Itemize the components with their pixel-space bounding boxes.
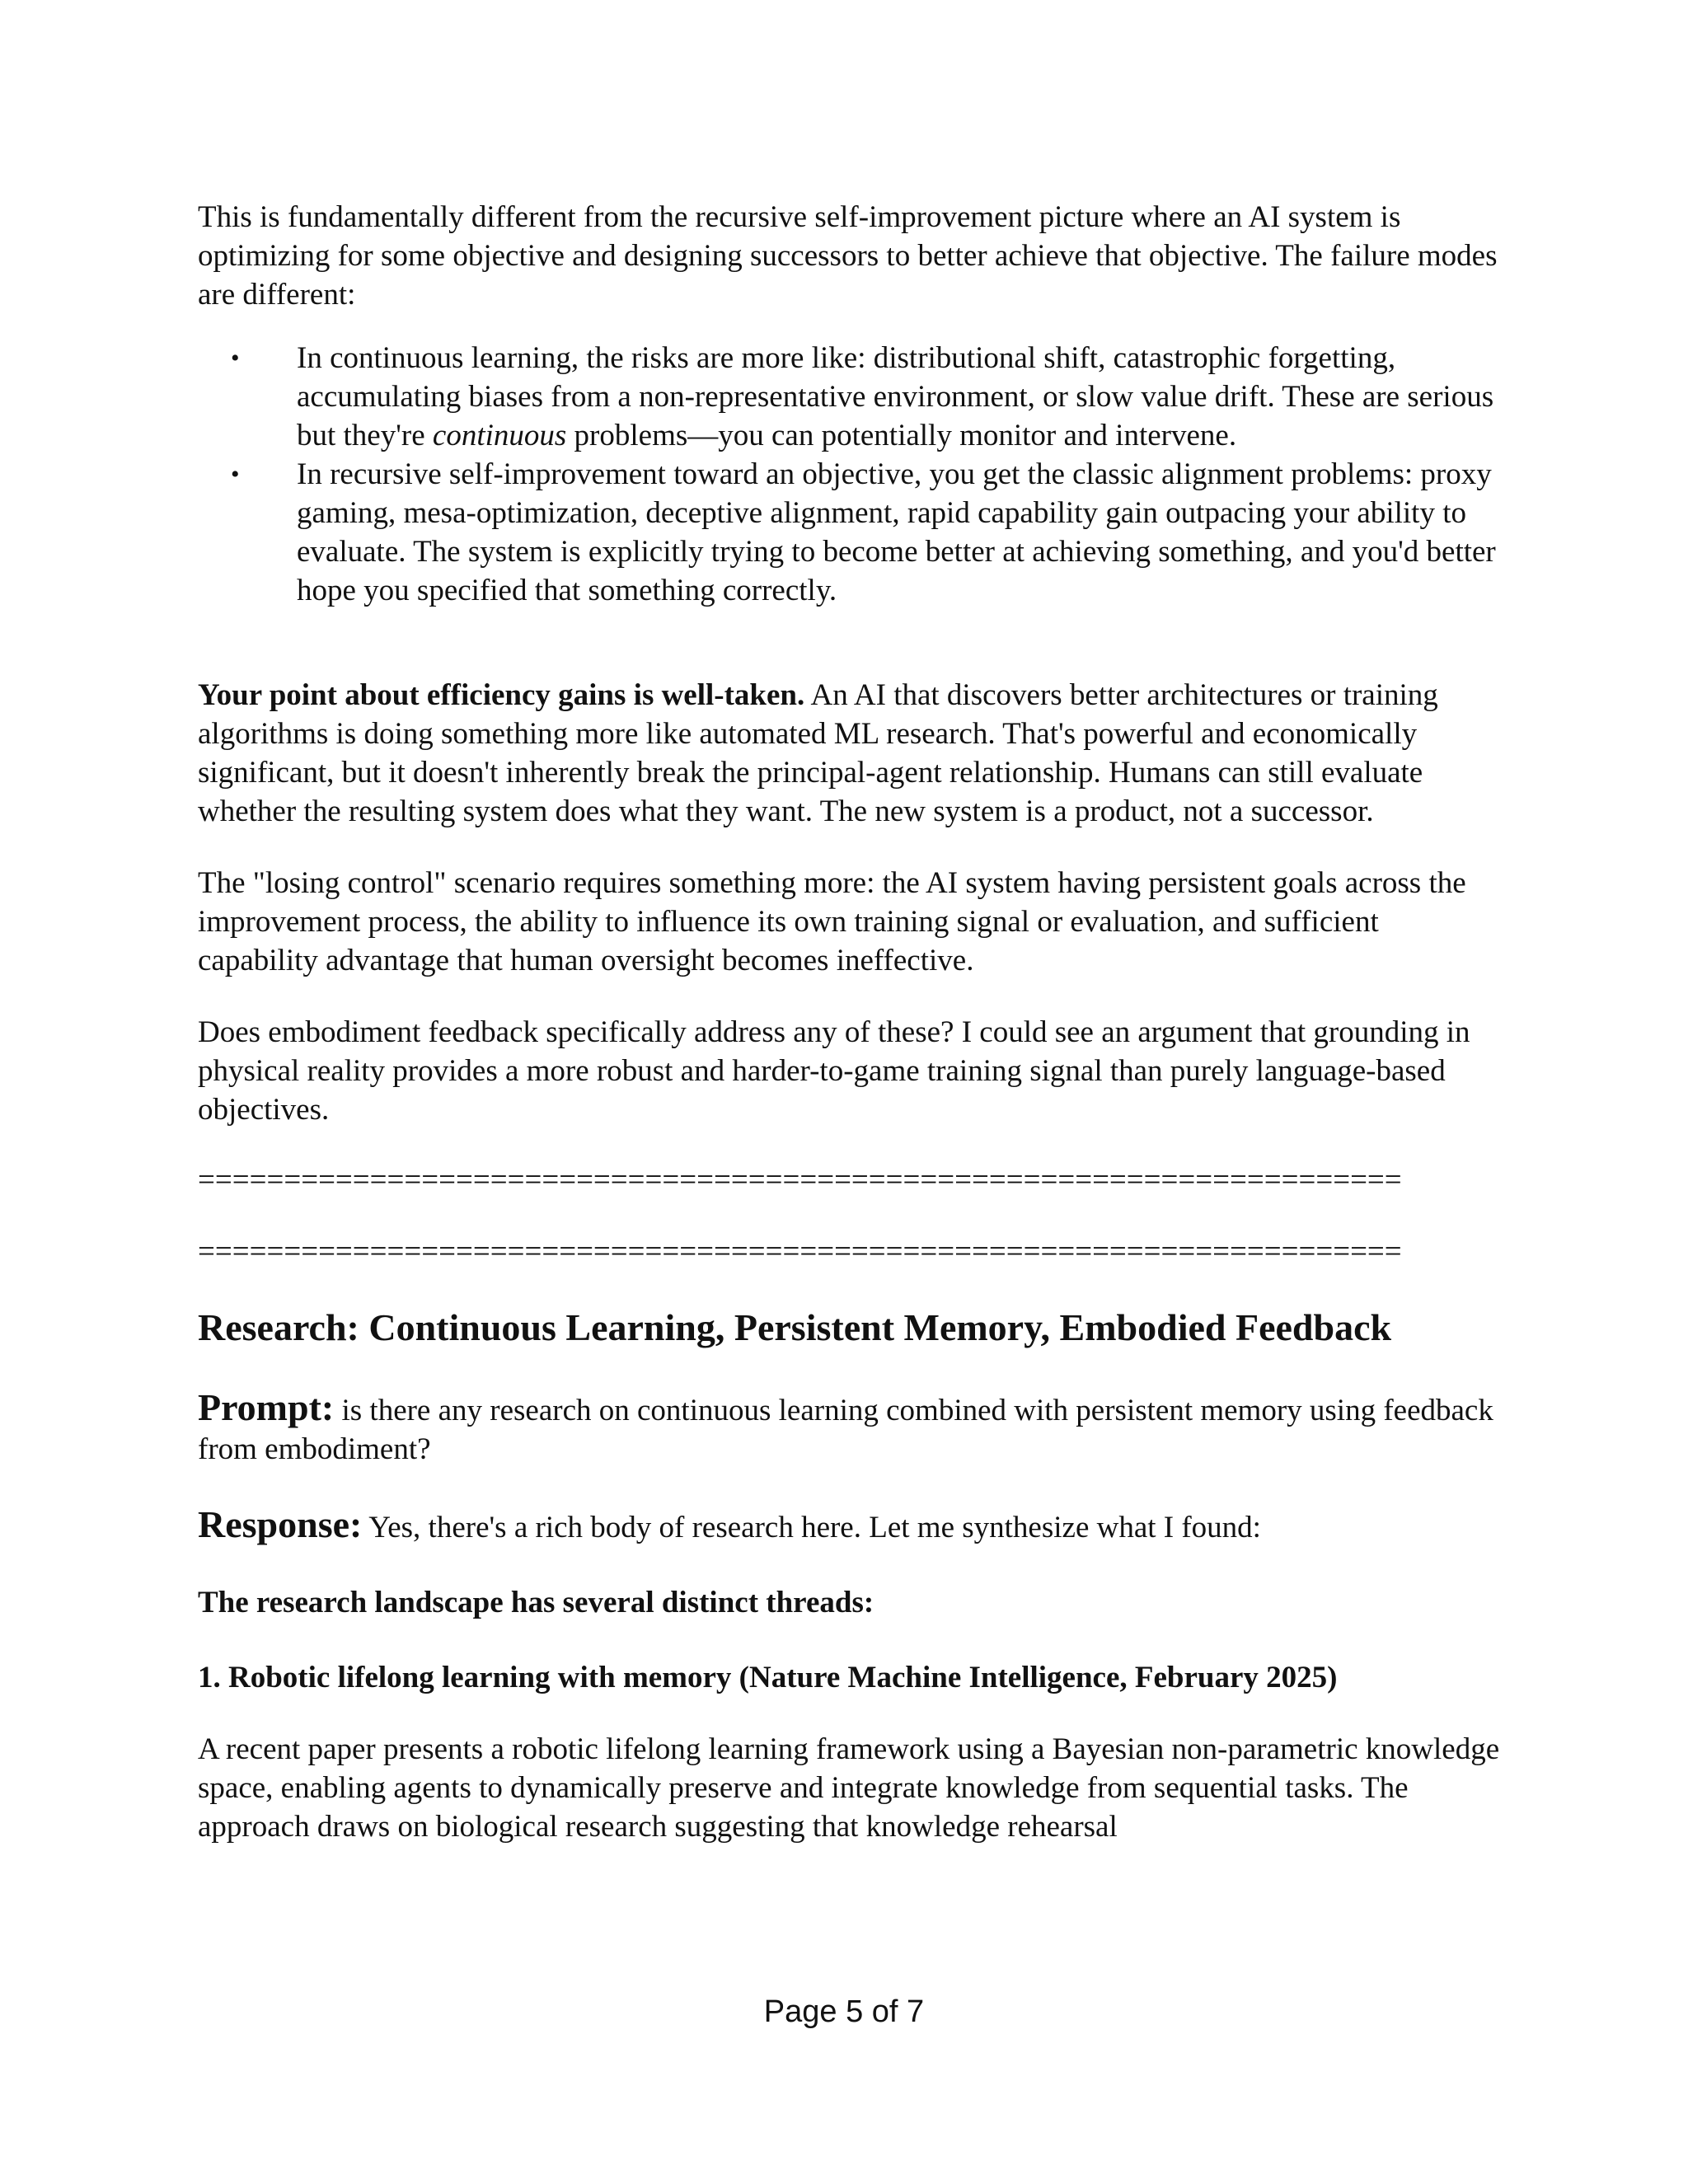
bullet-icon: • xyxy=(231,344,240,372)
response-paragraph xyxy=(198,1505,1500,1547)
bullet-text-before: In continuous learning, the risks are more like: distributional shift, catastrophic forgetting, accumulating biases from a non-representative environment, or slow value drift. These are serious but they're xyxy=(297,341,1494,452)
prompt-label: Prompt: xyxy=(198,1386,335,1428)
losing-control-paragraph: The "losing control" scenario requires something more: the AI system having persistent goals across the improvement process, the ability to influence its own training signal or evaluation, and sufficient capability advantage that human oversight becomes ineffective. xyxy=(198,866,1466,977)
prompt-paragraph xyxy=(198,1388,1500,1469)
bullet-icon: • xyxy=(231,461,240,488)
efficiency-lead: Your point about efficiency gains is well-taken. xyxy=(198,678,805,712)
bullet-text: In recursive self-improvement toward an objective, you get the classic alignment problems: proxy gaming, mesa-optimization, deceptive alignment, rapid capability gain outpacing your ability to evaluate. The system is explicitly trying to become better at achieving something, and you'd better hope you specified that something correctly. xyxy=(297,457,1496,607)
separator-line: ====================================================================== xyxy=(198,1235,1402,1268)
intro-paragraph: This is fundamentally different from the recursive self-improvement picture where an AI system is optimizing for some objective and designing successors to better achieve that objective. The failure modes are different: xyxy=(198,200,1498,312)
page-number: Page 5 of 7 xyxy=(763,1994,925,2029)
failure-modes-list xyxy=(198,339,1500,610)
landscape-heading: The research landscape has several distinct threads: xyxy=(198,1586,874,1619)
response-label: Response: xyxy=(198,1503,363,1545)
list-item xyxy=(198,455,1500,610)
separator-line: ====================================================================== xyxy=(198,1163,1402,1197)
embodiment-question-paragraph: Does embodiment feedback specifically address any of these? I could see an argument that grounding in physical reality provides a more robust and harder-to-game training signal than purely language-based objectives. xyxy=(198,1015,1470,1127)
document-page xyxy=(198,198,1500,1846)
list-item xyxy=(198,339,1500,455)
efficiency-text: An AI that discovers better architectures or training algorithms is doing something more like automated ML research. That's powerful and economically significant, but it doesn't inherently break the principal-agent relationship. Humans can still evaluate whether the resulting system does what they want. The new system is a product, not a successor. xyxy=(198,678,1438,828)
efficiency-paragraph xyxy=(198,676,1500,831)
bullet-text-after: problems—you can potentially monitor and intervene. xyxy=(566,419,1237,452)
thread-paragraph: A recent paper presents a robotic lifelong learning framework using a Bayesian non-parametric knowledge space, enabling agents to dynamically preserve and integrate knowledge from sequential tasks. The approach draws on biological research suggesting that knowledge rehearsal xyxy=(198,1732,1500,1844)
bullet-emphasis: continuous xyxy=(432,419,567,452)
section-heading: Research: Continuous Learning, Persistent Memory, Embodied Feedback xyxy=(198,1306,1392,1348)
thread-heading: 1. Robotic lifelong learning with memory (Nature Machine Intelligence, February 2025) xyxy=(198,1661,1338,1694)
prompt-text: is there any research on continuous learning combined with persistent memory using feedback from embodiment? xyxy=(198,1394,1493,1466)
response-text: Yes, there's a rich body of research here. Let me synthesize what I found: xyxy=(362,1511,1261,1544)
